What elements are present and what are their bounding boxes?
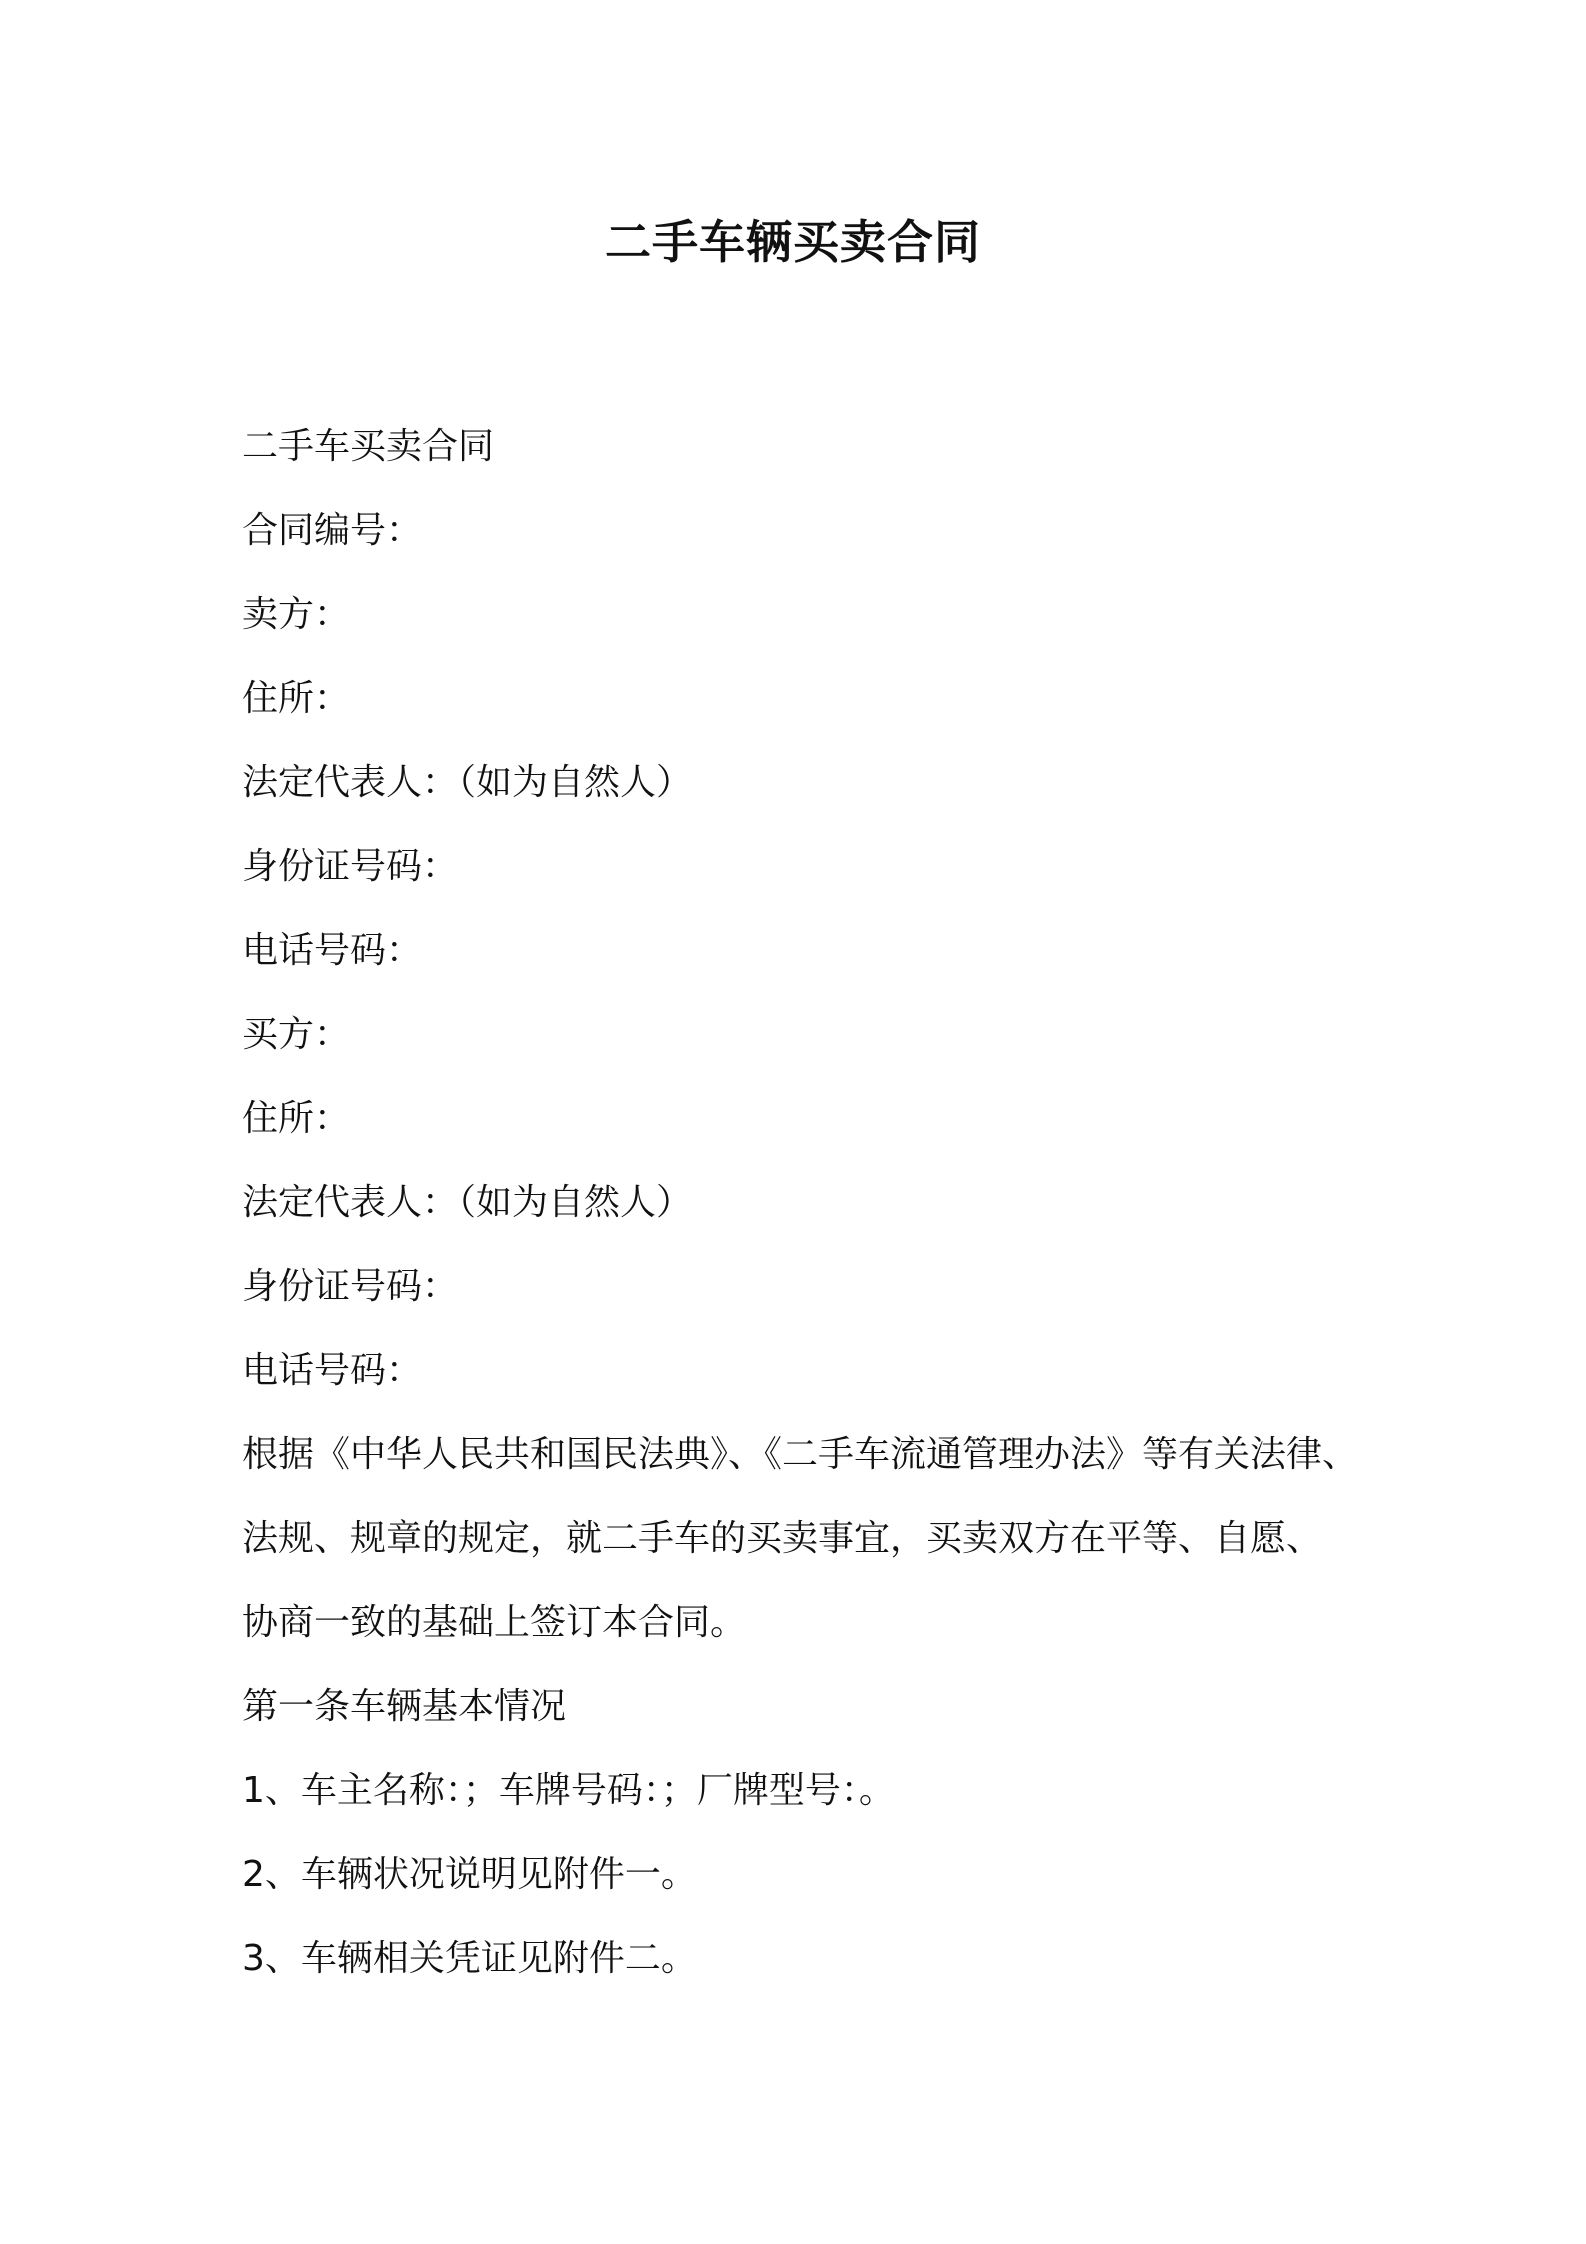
field-buyer-legal-rep: 法定代表人：（如为自然人） xyxy=(242,1182,693,1223)
field-buyer-id-number: 身份证号码： xyxy=(242,1266,459,1307)
field-buyer-phone: 电话号码： xyxy=(242,1350,423,1391)
preamble-line-1: 根据《中华人民共和国民法典》、《二手车流通管理办法》等有关法律、 xyxy=(242,1434,1359,1475)
field-seller-address: 住所： xyxy=(242,678,351,719)
document-body xyxy=(242,405,1372,2001)
article-1-item-2: 2、车辆状况说明见附件一。 xyxy=(242,1854,697,1895)
field-buyer: 买方： xyxy=(242,1014,351,1055)
field-contract-number: 合同编号： xyxy=(242,510,423,551)
field-seller-id-number: 身份证号码： xyxy=(242,846,459,887)
preamble-line-2: 法规、规章的规定，就二手车的买卖事宜，买卖双方在平等、自愿、 xyxy=(242,1518,1323,1559)
article-1-item-1: 1、车主名称：；车牌号码：；厂牌型号：。 xyxy=(242,1770,895,1811)
field-seller: 卖方： xyxy=(242,594,351,635)
field-buyer-address: 住所： xyxy=(242,1098,351,1139)
article-1-item-3: 3、车辆相关凭证见附件二。 xyxy=(242,1938,697,1979)
document-title: 二手车辆买卖合同 xyxy=(605,215,981,269)
contract-subtitle: 二手车买卖合同 xyxy=(242,426,495,467)
field-seller-phone: 电话号码： xyxy=(242,930,423,971)
article-1-heading: 第一条车辆基本情况 xyxy=(242,1686,567,1727)
preamble-line-3: 协商一致的基础上签订本合同。 xyxy=(242,1602,747,1643)
field-seller-legal-rep: 法定代表人：（如为自然人） xyxy=(242,762,693,803)
